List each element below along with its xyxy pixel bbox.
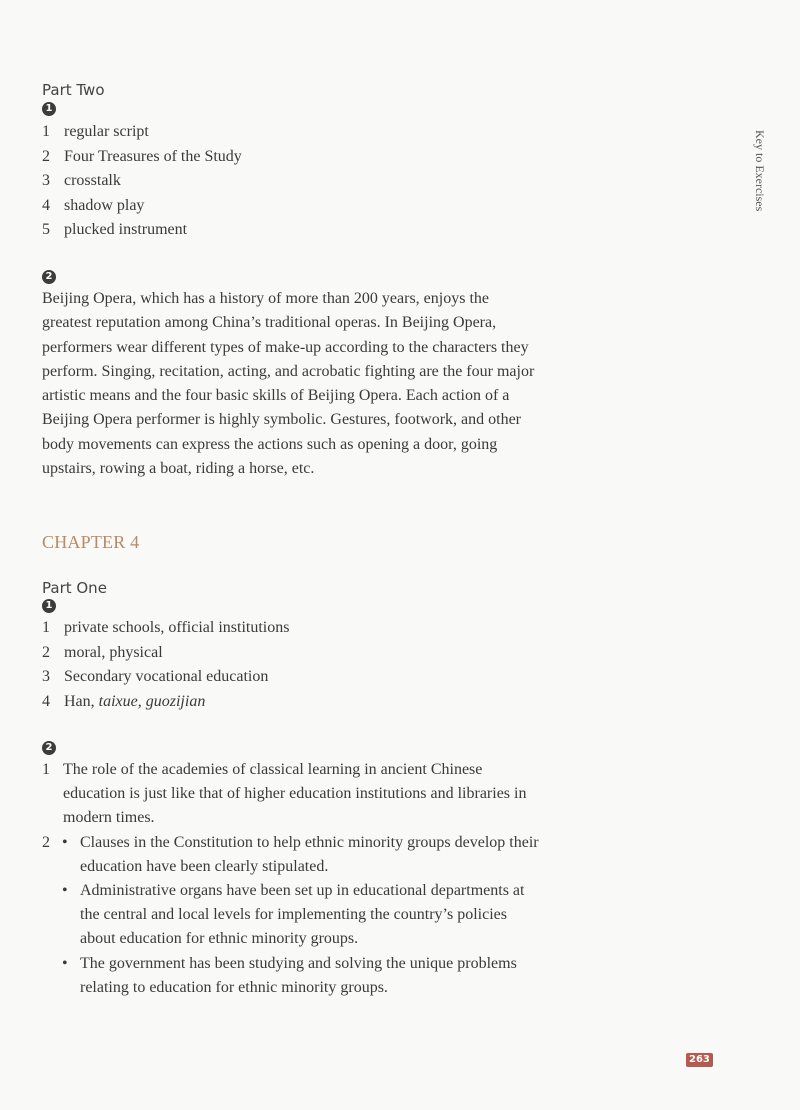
chapter-title: CHAPTER 4 (42, 532, 140, 552)
list-item: 2 moral, physical (42, 643, 163, 661)
part-one-exercise-1-list (42, 616, 289, 714)
academies-answer: The role of the academies of classical learning in ancient Chinese education is just like that of higher education institutions and libraries in modern times. (63, 761, 527, 826)
bullet-text: The government has been studying and solving the unique problems relating to education for ethnic minority groups. (80, 955, 517, 996)
exercise-2-item-number: 1 (42, 761, 50, 778)
bullet-text: Clauses in the Constitution to help ethnic minority groups develop their education have been clearly stipulated. (80, 834, 539, 875)
bullet-icon: • (62, 834, 68, 851)
bullet-text: Administrative organs have been set up in educational departments at the central and local levels for implementing the country’s policies about education for ethnic minority groups. (80, 882, 525, 947)
bullet-icon: • (62, 882, 68, 899)
bullet-icon: • (62, 955, 68, 972)
exercise-2-item-number: 2 (42, 834, 50, 851)
page-number: 263 (686, 1053, 713, 1067)
list-item: 3 Secondary vocational education (42, 668, 269, 685)
list-item: 4 shadow play (42, 196, 145, 214)
exercise-1-marker-icon: 1 (42, 599, 56, 613)
exercise-2-marker-icon: 2 (42, 741, 56, 755)
side-tab-key-to-exercises: Key to Exercises (753, 130, 767, 212)
part-two-heading: Part Two (42, 81, 105, 99)
list-item: 5 plucked instrument (42, 221, 188, 238)
beijing-opera-paragraph: Beijing Opera, which has a history of more than 200 years, enjoys the greatest reputation among China’s traditional operas. In Beijing Opera, performers wear different types of make-up according to the characters they perform. Singing, recitation, acting, and acrobatic fighting are the four major artistic means and the four basic skills of Beijing Opera. Each action of a Beijing Opera performer is highly symbolic. Gestures, footwork, and other body movements can express the actions such as opening a door, going upstairs, rowing a boat, riding a horse, etc. (42, 290, 535, 478)
list-item: 3 crosstalk (42, 172, 121, 189)
part-one-heading: Part One (42, 579, 107, 597)
exercise-1-marker-icon: 1 (42, 102, 56, 116)
list-item: 2 Four Treasures of the Study (42, 147, 242, 165)
list-item: 1 regular script (42, 123, 149, 140)
list-item: 4 Han, taixue, guozijian (42, 692, 206, 710)
list-item: 1 private schools, official institutions (42, 619, 290, 636)
exercise-2-marker-icon: 2 (42, 270, 56, 284)
part-two-exercise-1-list (42, 120, 242, 243)
